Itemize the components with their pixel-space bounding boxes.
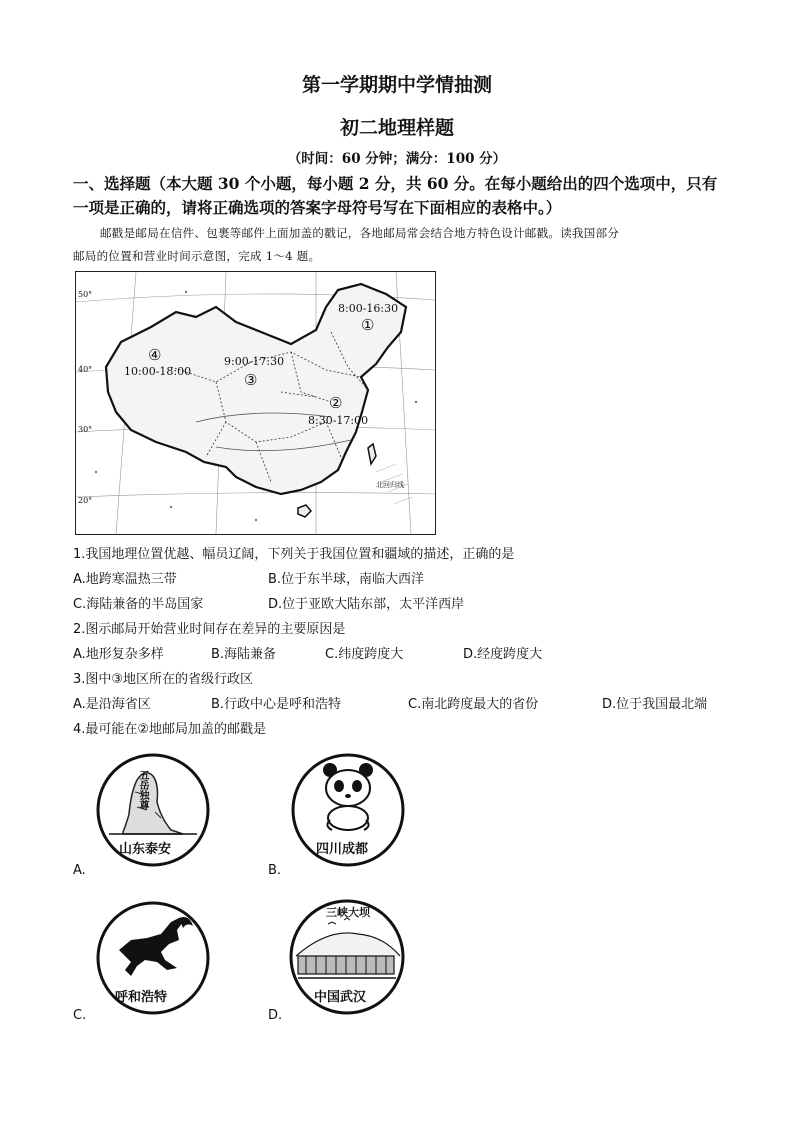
- question-2-stem: 2.图示邮局开始营业时间存在差异的主要原因是: [73, 622, 346, 637]
- q3-option-a[interactable]: A.是沿海省区: [73, 697, 151, 712]
- stamp-a-inscription: 五岳独尊: [137, 770, 148, 810]
- site-1-marker: ①: [361, 316, 375, 334]
- q4-option-b[interactable]: B.: [268, 863, 282, 878]
- q3-option-d[interactable]: D.位于我国最北端: [602, 697, 708, 712]
- site-3-marker: ③: [244, 371, 258, 389]
- stamp-d[interactable]: [288, 898, 406, 1016]
- q2-option-d[interactable]: D.经度跨度大: [463, 647, 543, 662]
- question-1-stem: 1.我国地理位置优越、幅员辽阔，下列关于我国位置和疆域的描述，正确的是: [73, 547, 515, 562]
- site-4-marker: ④: [148, 346, 162, 364]
- q2-option-c[interactable]: C.纬度跨度大: [325, 647, 404, 662]
- page-title: 第一学期期中学情抽测: [301, 74, 492, 96]
- page-subtitle: 初二地理样题: [339, 117, 454, 139]
- china-map: [75, 271, 436, 535]
- question-3-stem: 3.图中③地区所在的省级行政区: [73, 672, 254, 687]
- q3-option-b[interactable]: B.行政中心是呼和浩特: [211, 697, 342, 712]
- exam-meta: （时间：60 分钟；满分：100 分）: [287, 151, 507, 167]
- lat-label-20: 20°: [78, 496, 93, 505]
- question-4-stem: 4.最可能在②地邮局加盖的邮戳是: [73, 722, 267, 737]
- stamp-d-inscription: 三峡大坝: [326, 906, 370, 919]
- q2-option-a[interactable]: A.地形复杂多样: [73, 647, 164, 662]
- stamp-b-name: 四川成都: [316, 842, 369, 857]
- q3-option-c[interactable]: C.南北跨度最大的省份: [408, 697, 539, 712]
- stamp-d-name: 中国武汉: [314, 990, 367, 1005]
- q4-option-a[interactable]: A.: [73, 863, 86, 878]
- stamp-a-name: 山东泰安: [119, 842, 172, 857]
- lat-label-40: 40°: [78, 365, 93, 374]
- intro-line2: 邮局的位置和营业时间示意图，完成 1～4 题。: [73, 249, 321, 263]
- stamp-b[interactable]: [290, 752, 406, 868]
- q4-option-d[interactable]: D.: [268, 1008, 283, 1023]
- q2-option-b[interactable]: B.海陆兼备: [211, 647, 277, 662]
- section-heading-line2: 一项是正确的，请将正确选项的答案字母符号写在下面相应的表格中。）: [73, 198, 562, 217]
- stamp-a[interactable]: [95, 752, 211, 868]
- stamp-c[interactable]: [95, 900, 211, 1016]
- lat-label-30: 30°: [78, 425, 93, 434]
- q4-option-c[interactable]: C.: [73, 1008, 87, 1023]
- q1-option-c[interactable]: C.海陆兼备的半岛国家: [73, 597, 204, 612]
- site-2-hours: 8:30-17:00: [308, 414, 369, 427]
- stamp-c-name: 呼和浩特: [115, 990, 168, 1005]
- site-4-hours: 10:00-18:00: [124, 365, 192, 378]
- section-heading-line1: 一、选择题（本大题 30 个小题，每小题 2 分，共 60 分。在每小题给出的四个选项中，只有: [73, 174, 718, 193]
- q1-option-b[interactable]: B.位于东半球，南临大西洋: [268, 572, 425, 587]
- intro-line1: 邮戳是邮局在信件、包裹等邮件上面加盖的戳记，各地邮局常会结合地方特色设计邮戳。读我国部分: [100, 226, 620, 240]
- tropic-label: 北回归线: [376, 481, 404, 489]
- q1-option-a[interactable]: A.地跨寒温热三带: [73, 572, 177, 587]
- lat-label-50: 50°: [78, 290, 93, 299]
- site-3-hours: 9:00-17:30: [224, 355, 285, 368]
- site-1-hours: 8:00-16:30: [338, 302, 399, 315]
- q1-option-d[interactable]: D.位于亚欧大陆东部，太平洋西岸: [268, 597, 465, 612]
- site-2-marker: ②: [329, 394, 343, 412]
